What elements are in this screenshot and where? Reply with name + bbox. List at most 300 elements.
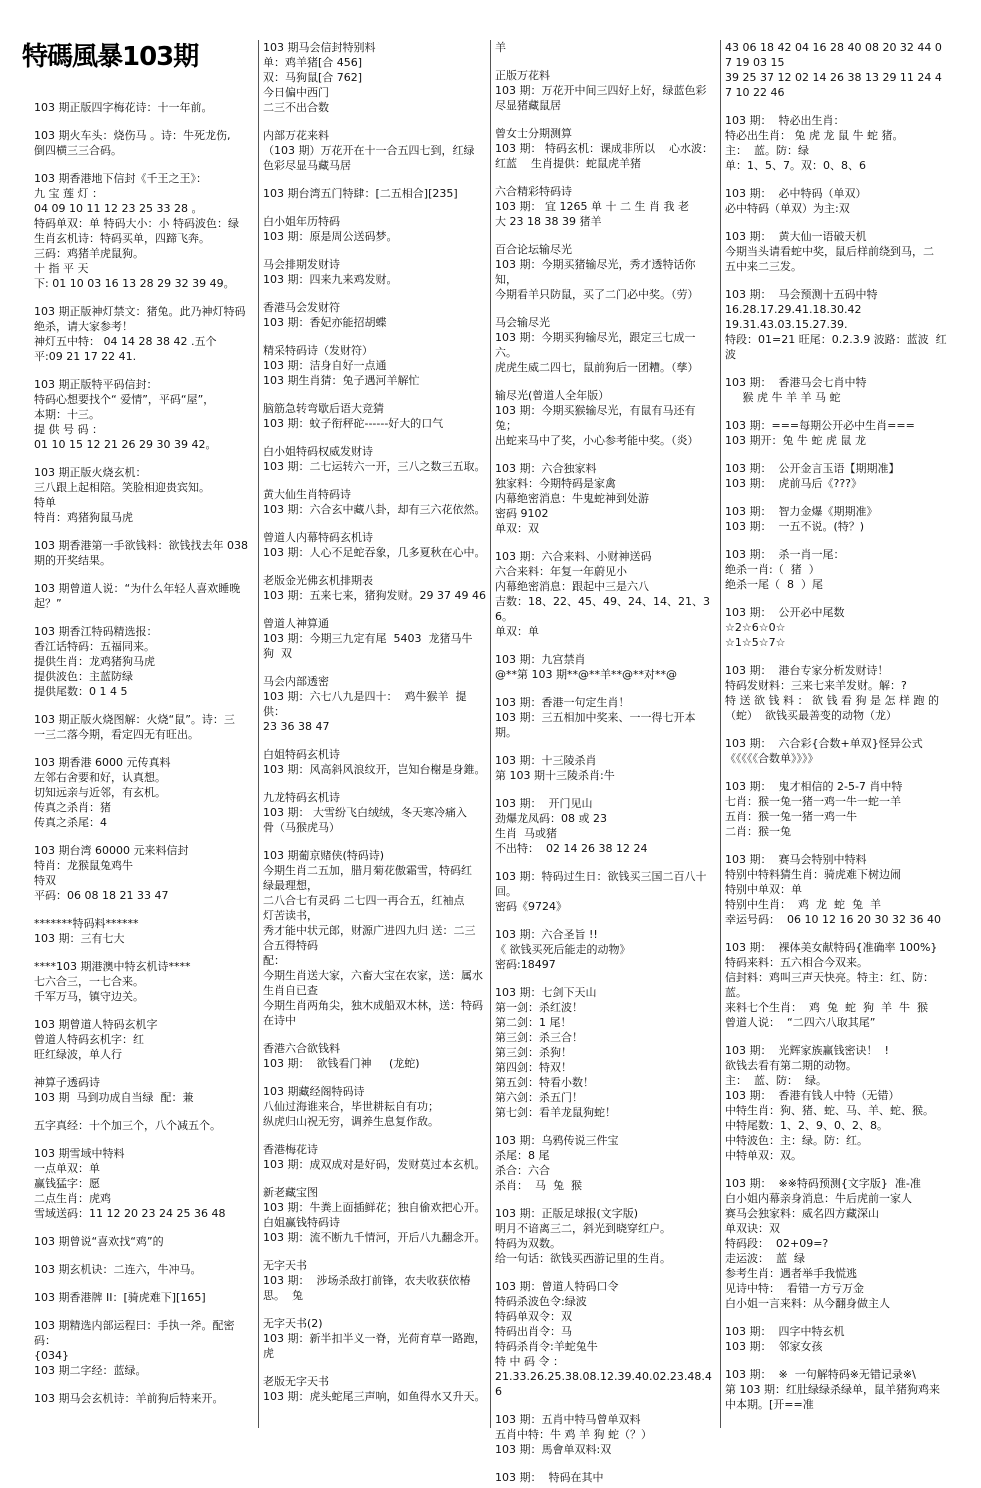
text-block: [34, 465, 250, 525]
text-block: [495, 796, 716, 856]
text-line: 主： 蓝。防：绿: [725, 144, 809, 157]
text-line: 特肖：龙猴鼠兔鸡牛: [34, 859, 133, 872]
column-1: [30, 100, 254, 1488]
text-line: 第三剑：杀三合！: [495, 1031, 583, 1044]
text-line: 脑筋急转弯歇后语大竞猜: [263, 402, 384, 415]
text-line: 神灯五中特： 04 14 28 38 42 .五个: [34, 335, 217, 348]
text-line: 103 期香港牌 II：[骑虎难下][165]: [34, 1291, 206, 1304]
text-block: [263, 186, 486, 201]
text-line: 单双：双: [495, 522, 539, 535]
text-line: 103 期：六七八九是四十： 鸡牛猴羊 提供：: [263, 690, 467, 718]
text-block: [725, 375, 968, 405]
text-line: 103 期： 宜 1265 单 十 二 生 肖 我 老: [495, 200, 689, 213]
text-line: 白姐特码玄机诗: [263, 748, 340, 761]
text-line: 秀才能中状元郎，财源广进四九归 送：二三: [263, 924, 476, 937]
text-line: 尽显猪藏鼠居: [495, 99, 561, 112]
text-line: 绝杀，请大家参考！: [34, 320, 133, 333]
text-block: [34, 1118, 250, 1133]
text-block: [725, 779, 968, 839]
text-line: 二八合七有灵码 二七四一再合五，红袖点: [263, 894, 465, 907]
text-block: [34, 712, 250, 742]
text-line: 三码：鸡猪羊虎鼠狗。: [34, 247, 144, 260]
text-line: 配：: [263, 954, 285, 967]
text-line: 103 期：三有七大: [34, 932, 125, 945]
text-line: 波: [725, 348, 736, 361]
text-line: 特码杀波色令:绿波: [495, 1295, 587, 1308]
text-block: [495, 184, 716, 229]
text-line: 生肖 马或猪: [495, 827, 557, 840]
text-line: 103 期正版神灯禁文：猪兔。此乃神灯特码: [34, 305, 246, 318]
text-line: 欲钱去看有第二期的动物。: [725, 1059, 857, 1072]
text-line: 103 期台湾五门特肆：[二五相合][235]: [263, 187, 458, 200]
text-block: [34, 1290, 250, 1305]
text-line: 103 期：六合玄中藏八卦，却有三六花依然。: [263, 503, 486, 516]
text-block: [495, 1133, 716, 1193]
text-block: [34, 1262, 250, 1277]
text-line: *******特码料******: [34, 917, 139, 930]
text-line: 103 期：十三陵杀肖: [495, 754, 597, 767]
text-line: 香港马会发财符: [263, 301, 340, 314]
text-line: 103 期正版火烧玄机：: [34, 466, 147, 479]
text-block: [495, 1412, 716, 1457]
text-line: 吉数：18、22、45、49、24、14、21、36。: [495, 595, 710, 623]
text-line: 103 期香港地下信封《千王之王》：: [34, 172, 207, 185]
text-line: 中本期。[开==准: [725, 1398, 814, 1411]
text-block: [34, 1234, 250, 1249]
text-line: 六合来料：年复一年蔚见小: [495, 565, 627, 578]
text-line: 双：马狗鼠[合 762]: [263, 71, 363, 84]
text-line: 白姐赢钱特码诗: [263, 1216, 340, 1229]
text-line: 103 期：七剑下天山: [495, 986, 597, 999]
text-line: 红蓝 生肖提供：蛇鼠虎羊猪: [495, 157, 641, 170]
text-line: 特 送 欲 钱 料 ： 欲 钱 看 狗 是 怎 样 跑 的: [725, 694, 939, 707]
text-line: 103 期：万花开中间三四好上好，绿蓝色彩: [495, 84, 707, 97]
text-block: [263, 444, 486, 474]
text-line: 103 期：今期买狗输尽光，跟定三七成一六。: [495, 331, 696, 359]
text-line: 绝杀一肖:（ 猪 ）: [725, 563, 820, 576]
text-line: 马会内部透密: [263, 675, 329, 688]
text-line: 香港梅花诗: [263, 1143, 318, 1156]
text-block: [34, 624, 250, 699]
text-line: 103 期：四来九来鸡发财。: [263, 273, 398, 286]
text-block: [263, 790, 486, 835]
text-line: 神算子透码诗: [34, 1076, 100, 1089]
text-block: [725, 418, 968, 448]
text-line: 中特尾数：1、2、9、0、2、8。: [725, 1119, 888, 1132]
text-block: [495, 461, 716, 536]
text-line: 103 期生肖猜：兔子遇河羊解忙: [263, 374, 420, 387]
text-line: 103 期：今期买猴输尽光，有鼠有马还有兔；: [495, 404, 696, 432]
text-line: 白小姐一言来料：从今翻身做主人: [725, 1297, 890, 1310]
text-line: 103 期精选内部运程曰：手执一斧。配密码：: [34, 1319, 235, 1347]
text-block: [34, 1391, 250, 1406]
text-line: 103 期：五肖中特马曾单双料: [495, 1413, 641, 1426]
text-line: 正版万花料: [495, 69, 550, 82]
text-line: 特码为双数。: [495, 1237, 561, 1250]
text-line: 19.31.43.03.15.27.39.: [725, 318, 848, 331]
text-line: 103 期藏经阁特码诗: [263, 1085, 365, 1098]
text-line: 103 期： 开门见山: [495, 797, 593, 810]
text-block: [34, 377, 250, 452]
text-line: 赛马会独家料：威名四方藏深山: [725, 1207, 879, 1220]
text-line: 赢钱猛字：愿: [34, 1177, 100, 1190]
text-block: [725, 1367, 968, 1412]
text-block: [34, 581, 250, 611]
text-line: 七六合三，一七合来。: [34, 975, 144, 988]
text-line: （103 期）万花开在十一合五四七到，红绿: [263, 144, 475, 157]
text-block: [34, 916, 250, 946]
text-line: 103 期香港第一手欲钱料：欲钱找去年 038: [34, 539, 248, 552]
text-line: 103 期：六合独家料: [495, 462, 597, 475]
text-line: 今期生肖两角尖，独木成船双木林，送：特码: [263, 999, 483, 1012]
text-line: 103 期： 特码玄机：课成非所以 心水波：: [495, 142, 713, 155]
text-line: 特段：01=21 旺尾：0.2.3.9 波路：蓝波 红: [725, 333, 947, 346]
text-line: 主： 蓝、防： 绿。: [725, 1074, 827, 1087]
text-block: [495, 985, 716, 1120]
text-line: 21.33.26.25.38.08.12.39.40.02.23.48.4: [495, 1370, 712, 1383]
text-block: [263, 401, 486, 431]
column-2: [258, 40, 490, 1428]
text-line: 6: [495, 1385, 502, 1398]
text-line: 7 19 03 15: [725, 56, 785, 69]
text-line: 103 期：牛粪上面插鲜花；独自偷欢把心开。: [263, 1201, 486, 1214]
text-block: [263, 128, 486, 173]
text-line: 特码段： 02+09=?: [725, 1237, 829, 1250]
column-4: [720, 40, 972, 1428]
text-line: 曾道人说： “二四六八取其尾”: [725, 1016, 876, 1029]
text-line: 千军万马，镇守边关。: [34, 990, 144, 1003]
text-line: 103 期马会玄机诗：羊前狗后特来开。: [34, 1392, 224, 1405]
text-line: 103 期： 鬼才相信的 2-5-7 肖中特: [725, 780, 903, 793]
text-line: 中特波色：主：绿。防：红。: [725, 1134, 868, 1147]
text-line: 五中来二三发。: [725, 260, 802, 273]
text-line: 103 期：蚊子衔秤砣------好大的口气: [263, 417, 444, 430]
text-block: [495, 549, 716, 639]
text-line: 给一句话：欲钱买西游记里的生肖。: [495, 1252, 671, 1265]
text-line: 103 期开：兔 牛 蛇 虎 鼠 龙: [725, 434, 866, 447]
text-line: 劲爆龙凤码：08 或 23: [495, 812, 607, 825]
text-block: [495, 40, 716, 55]
text-line: 幸运号码： 06 10 12 16 20 30 32 36 40: [725, 913, 941, 926]
text-line: 内部万花来料: [263, 129, 329, 142]
text-line: 新老藏宝图: [263, 1186, 318, 1199]
text-line: 骨（马猴虎马）: [263, 821, 340, 834]
text-line: 103 期：九宫禁肖: [495, 653, 586, 666]
text-block: [263, 214, 486, 244]
text-block: [263, 674, 486, 734]
text-block: [725, 605, 968, 650]
text-line: 出蛇来马中了奖，小心参考能中奖。（炎）: [495, 434, 699, 447]
text-line: 103 期：三五相加中奖来、一一得七开本期。: [495, 711, 696, 739]
text-line: 单：鸡羊猪[合 456]: [263, 56, 363, 69]
text-line: 羊: [495, 41, 506, 54]
text-line: 特单: [34, 496, 56, 509]
text-block: [34, 100, 250, 115]
text-line: 马会排期发财诗: [263, 258, 340, 271]
text-line: 香港六合欲钱料: [263, 1042, 340, 1055]
text-block: [725, 504, 968, 534]
text-line: 五肖：猴一兔一猪一鸡一牛: [725, 810, 857, 823]
text-line: 参考生肖：遇者举手我慌逃: [725, 1267, 857, 1280]
text-line: 第五剑：特看小数！: [495, 1076, 594, 1089]
text-line: 白小姐年历特码: [263, 215, 340, 228]
text-line: 103 期：六合来料、小财神送码: [495, 550, 652, 563]
text-line: 马会输尽光: [495, 316, 550, 329]
text-line: 103 期：风高斜风浪纹开，岂知台榭是身錐。: [263, 763, 486, 776]
text-line: 绿最理想，: [263, 879, 318, 892]
text-line: ****103 期港澳中特玄机诗****: [34, 960, 191, 973]
text-line: 特别中生肖： 鸡 龙 蛇 兔 羊: [725, 898, 881, 911]
text-line: 23 36 38 47: [263, 720, 330, 733]
text-line: @**第 103 期**@**羊**@**对**@: [495, 668, 677, 681]
text-block: [495, 242, 716, 302]
text-line: 内幕绝密消息：跟起中三是六八: [495, 580, 649, 593]
text-line: 《《《《《合数单》》》》: [725, 752, 819, 765]
text-line: 第 103 期十三陵杀肖:牛: [495, 769, 615, 782]
text-line: 103 期曾说“喜欢找“鸡”的: [34, 1235, 164, 1248]
text-line: 特双: [34, 874, 56, 887]
text-block: [263, 530, 486, 560]
text-line: 白小姐特码权威发财诗: [263, 445, 373, 458]
text-line: 特别中单双：单: [725, 883, 802, 896]
text-line: 103 期： 公开必中尾数: [725, 606, 845, 619]
text-line: 103 期： 必中特码（单双）: [725, 187, 867, 200]
text-line: 103 期： ※※特码预测{文字版} 准-准: [725, 1177, 921, 1190]
text-line: 103 期：===每期公开必中生肖===: [725, 419, 915, 432]
text-line: 103 期： 邻家女孩: [725, 1340, 823, 1353]
text-block: [495, 1279, 716, 1399]
text-line: 杀肖： 马 兔 猴: [495, 1179, 582, 1192]
text-line: 103 期雪域中特料: [34, 1147, 125, 1160]
text-block: [725, 547, 968, 592]
text-line: 今期生肖送大家，六畜大宝在农家，送：属水: [263, 969, 483, 982]
text-line: 提 供 号 码 ：: [34, 423, 103, 436]
text-line: 八仙过海谁来合，毕世耕耘自有功；: [263, 1100, 439, 1113]
text-line: 平:09 21 17 22 41.: [34, 350, 137, 363]
text-line: 精采特码诗（发财符）: [263, 344, 373, 357]
text-line: ☆1☆5☆7☆: [725, 636, 786, 649]
text-block: [34, 843, 250, 903]
text-line: 103 期：五来七来，猪狗发财。29 37 49 46: [263, 589, 486, 602]
text-line: 特码来料：五六相合今双来。: [725, 956, 868, 969]
text-line: 103 期： 光辉家族赢钱密诀！ !: [725, 1044, 889, 1057]
text-line: 特必出生肖： 兔 虎 龙 鼠 牛 蛇 猪。: [725, 129, 904, 142]
text-block: [495, 388, 716, 448]
text-block: [263, 1084, 486, 1129]
text-line: 绝杀一尾（ 8 ）尾: [725, 578, 823, 591]
text-block: [725, 852, 968, 927]
text-line: 九龙特码玄机诗: [263, 791, 340, 804]
text-line: 单双：单: [495, 625, 539, 638]
text-line: 103 期二字经：蓝绿。: [34, 1364, 147, 1377]
text-line: 大 23 18 38 39 猪羊: [495, 215, 602, 228]
text-line: 杀合：六合: [495, 1164, 550, 1177]
text-line: 内幕绝密消息：牛鬼蛇神到处游: [495, 492, 649, 505]
text-line: 密码《9724》: [495, 900, 567, 913]
text-line: 103 期： 香港有钱人中特（无错）: [725, 1089, 900, 1102]
text-line: 第六剑：杀五门！: [495, 1091, 583, 1104]
text-line: 特码杀肖令:羊蛇兔牛: [495, 1340, 598, 1353]
text-line: 103 期玄机诀：二连六，牛冲马。: [34, 1263, 202, 1276]
text-line: 103 期：成双成对是好码，发财莫过本玄机。: [263, 1158, 486, 1171]
text-block: [34, 304, 250, 364]
text-block: [34, 128, 250, 158]
text-line: 中特单双：双。: [725, 1149, 802, 1162]
text-line: 特码发财料：三来七来羊发财。解：?: [725, 679, 907, 692]
text-line: 特码出肖令：马: [495, 1325, 572, 1338]
text-line: 103 期： 公开金言玉语【期期准】: [725, 462, 900, 475]
text-line: 来料七个生肖： 鸡 兔 蛇 狗 羊 牛 猴: [725, 1001, 928, 1014]
text-line: 103 期： 裸体美女献特码{准确率 100%}: [725, 941, 938, 954]
text-line: 二点生肖：虎鸡: [34, 1192, 111, 1205]
text-line: 老版无字天书: [263, 1375, 329, 1388]
text-block: [495, 753, 716, 783]
text-line: 狗 双: [263, 647, 292, 660]
text-line: 在诗中: [263, 1014, 296, 1027]
text-block: [263, 343, 486, 388]
text-line: （蛇） 欲钱买最善变的动物（龙）: [725, 709, 897, 722]
text-line: 十 指 平 天: [34, 262, 89, 275]
text-block: [495, 126, 716, 171]
text-line: 103 期曾道人特码玄机字: [34, 1018, 158, 1031]
text-line: 103 期： ※ 一句解特码※无错记录※\: [725, 1368, 916, 1381]
text-line: 一三二落今期，看定四无有旺出。: [34, 728, 199, 741]
text-line: 生肖玄机诗：特码买单，四蹄飞奔。: [34, 232, 210, 245]
text-line: 103 期：香港一句定生肖！: [495, 696, 630, 709]
text-line: 无字天书(2): [263, 1317, 323, 1330]
text-line: 密码:18497: [495, 958, 556, 971]
text-line: 特码单双令：双: [495, 1310, 572, 1323]
text-line: 合五得特码: [263, 939, 318, 952]
text-line: 虎: [263, 1347, 274, 1360]
text-line: 曾道人特码玄机字：红: [34, 1033, 144, 1046]
text-block: [725, 287, 968, 362]
text-block: [495, 695, 716, 740]
text-line: 103 期：人心不足蛇吞象，几多夏秋在心中。: [263, 546, 486, 559]
text-line: 103 期： 大雪纷飞白绒绒，冬天寒冷痛入: [263, 806, 467, 819]
text-line: 雪域送码：11 12 20 23 24 25 36 48: [34, 1207, 226, 1220]
text-line: 信封料：鸡叫三声天快亮。特主：红、防：: [725, 971, 934, 984]
text-block: [263, 257, 486, 287]
text-line: 01 10 15 12 21 26 29 30 39 42。: [34, 438, 217, 451]
text-line: 第一剑：杀红波！: [495, 1001, 583, 1014]
text-line: 103 期： 智力金爆《期期准》: [725, 505, 878, 518]
text-line: 五字真经：十个加三个，八个减五个。: [34, 1119, 221, 1132]
text-line: 39 25 37 12 02 14 26 38 13 29 11 24 4: [725, 71, 942, 84]
text-block: [263, 573, 486, 603]
text-line: 独家料：今期特码是家禽: [495, 477, 616, 490]
text-line: 103 期：香妃亦能招胡蝶: [263, 316, 387, 329]
text-line: 密码 9102: [495, 507, 549, 520]
text-line: 切知远亲与近邻，有玄机。: [34, 786, 166, 799]
text-line: 本期：十三。: [34, 408, 100, 421]
text-line: 曾道人神算通: [263, 617, 329, 630]
text-line: 7 10 22 46: [725, 86, 785, 99]
text-block: [725, 1043, 968, 1163]
text-line: 色彩尽显马藏马居: [263, 159, 351, 172]
text-line: 提供生肖：龙鸡猪狗马虎: [34, 655, 155, 668]
text-line: 回。: [495, 885, 517, 898]
text-block: [263, 1374, 486, 1404]
text-line: 103 期：虎头蛇尾三声响，如鱼得水又升天。: [263, 1390, 486, 1403]
text-block: [263, 1142, 486, 1172]
text-line: 一点单双：单: [34, 1162, 100, 1175]
text-line: 杀尾：8 尾: [495, 1149, 550, 1162]
text-line: 103 期正版特平码信封：: [34, 378, 158, 391]
text-line: 今期当头请看蛇中奖，鼠后样前绕到马，二: [725, 245, 934, 258]
text-line: 六合精彩特码诗: [495, 185, 572, 198]
text-block: [263, 848, 486, 1028]
text-line: 猴 虎 牛 羊 羊 马 蛇: [725, 391, 841, 404]
text-line: 左邻右舍要和好，认真想。: [34, 771, 166, 784]
text-line: 103 期：特码过生日：欲钱买三国二百八十: [495, 870, 707, 883]
text-line: 不出特： 02 14 26 38 12 24: [495, 842, 648, 855]
text-block: [34, 171, 250, 291]
text-block: [725, 1176, 968, 1311]
text-line: 103 期： 四字中特玄机: [725, 1325, 845, 1338]
text-line: 提供波色：主蓝防绿: [34, 670, 133, 683]
text-line: 103 期葡京赌侠(特码诗): [263, 849, 385, 862]
text-block: [495, 869, 716, 914]
text-line: 九 宝 莲 灯 ：: [34, 187, 103, 200]
text-block: [263, 300, 486, 330]
text-line: 第 103 期：红肚绿绿杀绿单，鼠羊猪狗鸡来: [725, 1383, 940, 1396]
text-line: 下: 01 10 03 16 13 28 29 32 39 49。: [34, 277, 235, 290]
text-line: 103 期：正版足球报(文字版): [495, 1207, 639, 1220]
text-line: 特 中 码 令 ：: [495, 1355, 564, 1368]
text-block: [725, 1324, 968, 1354]
text-block: [263, 1258, 486, 1303]
text-line: 无字天书: [263, 1259, 307, 1272]
text-block: [725, 663, 968, 723]
text-line: 输尽光(曾道人全年版）: [495, 389, 610, 402]
text-line: 特别中特料猜生肖：骑虎难下树边闹: [725, 868, 901, 881]
text-block: [725, 186, 968, 216]
text-line: 平码：06 08 18 21 33 47: [34, 889, 169, 902]
text-line: 103 期： 赛马会特别中特料: [725, 853, 867, 866]
text-line: 二肖：猴一兔: [725, 825, 791, 838]
text-line: 103 期：新半扣半义一脊，光荷育草一路跑，: [263, 1332, 486, 1345]
text-line: 今日偏中西门: [263, 86, 329, 99]
text-line: 103 期正版火烧图解：火烧“鼠”。诗：三: [34, 713, 235, 726]
text-line: 103 期：乌鸦传说三件宝: [495, 1134, 619, 1147]
text-line: 单：1、5、7。双：0、8、6: [725, 159, 866, 172]
text-block: [34, 1146, 250, 1221]
text-line: 必中特码（单双）为主:双: [725, 202, 850, 215]
text-line: 103 期： 一五不说。(特？): [725, 520, 865, 533]
text-line: 三八跟上起相陪。笑脸相迎贵宾知。: [34, 481, 210, 494]
text-line: 第四剑：特双！: [495, 1061, 572, 1074]
text-line: {034}: [34, 1349, 69, 1362]
text-line: 单双诀：双: [725, 1222, 780, 1235]
text-line: 今期看羊只防鼠，买了二门必中奖。（劳）: [495, 288, 699, 301]
text-block: [495, 68, 716, 113]
text-line: 见诗中特： 看错一方亏万金: [725, 1282, 864, 1295]
text-line: 103 期： 特必出生肖：: [725, 114, 845, 127]
text-line: 103 期：洁身自好一点通: [263, 359, 387, 372]
text-line: 老版金光佛玄机排期表: [263, 574, 373, 587]
text-line: 103 期 马到功成自当绿 配：兼: [34, 1091, 194, 1104]
text-block: [725, 229, 968, 274]
text-line: 103 期马会信封特别料: [263, 41, 376, 54]
text-line: 今期生肖二五加，腊月菊花傲霜雪，特码红: [263, 864, 472, 877]
text-line: 43 06 18 42 04 16 28 40 08 20 32 44 0: [725, 41, 942, 54]
text-block: [495, 1206, 716, 1266]
column-3: [490, 40, 720, 1484]
text-line: 灯苦读书，: [263, 909, 318, 922]
text-block: [34, 959, 250, 1004]
text-block: [495, 315, 716, 375]
